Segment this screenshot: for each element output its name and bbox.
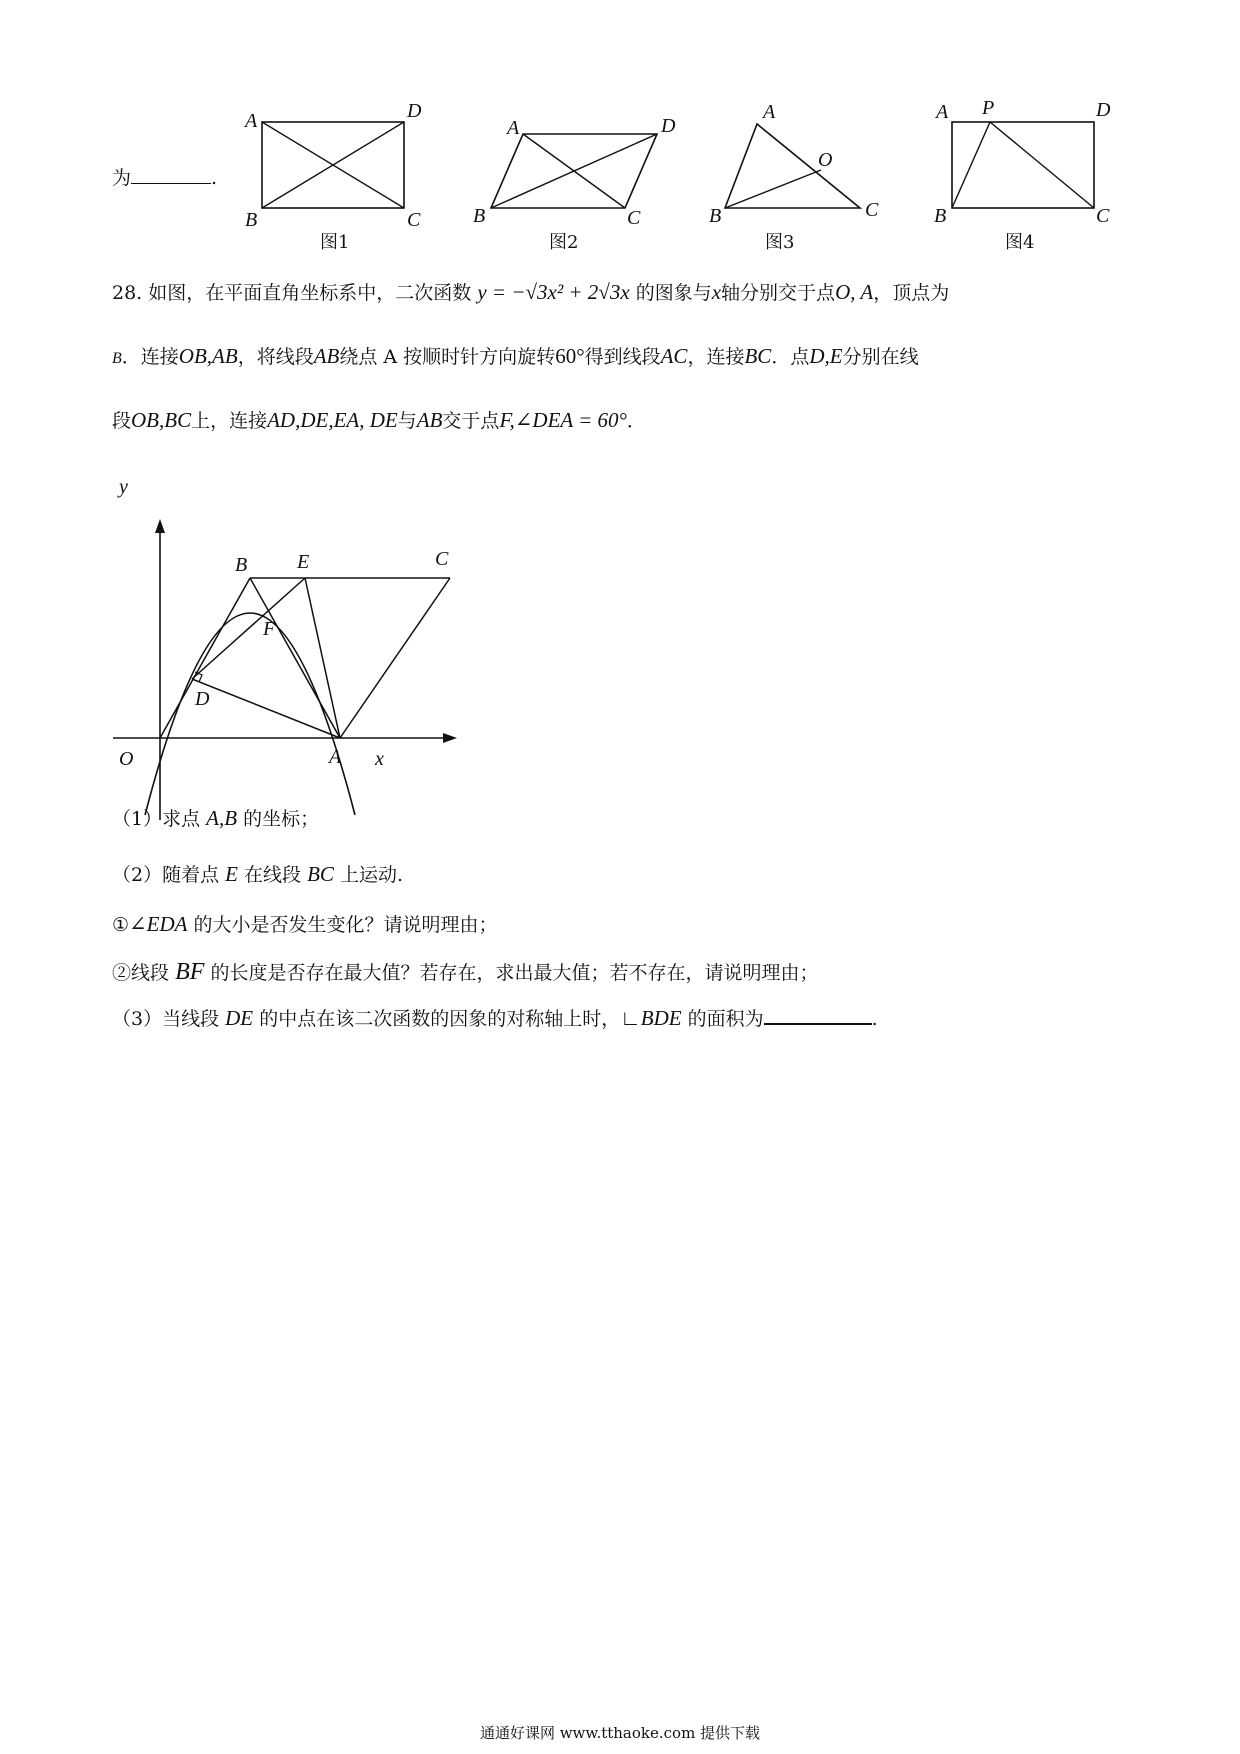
prev-tail-end: . — [211, 167, 218, 189]
q28-text: 绕点 A 按顺时针方向旋转 — [339, 346, 556, 368]
sub1-text: 的坐标； — [243, 808, 320, 830]
q28-text: 分别在线 — [842, 346, 919, 368]
fig3-caption: 图3 — [765, 232, 795, 253]
fig1-caption: 图1 — [320, 232, 350, 253]
q28-text: ．点 — [771, 346, 810, 368]
sub2-2-seg-bf: BF — [175, 959, 205, 985]
fig2-label-c: C — [627, 207, 641, 229]
q28-angle-dea: F,∠DEA = 60° — [499, 408, 627, 432]
q28-diagram — [105, 476, 465, 800]
fig3-label-o: O — [818, 149, 833, 171]
sub-question-3 — [112, 1006, 878, 1031]
fig1-label-a: A — [245, 110, 258, 132]
label-f: F — [263, 618, 276, 640]
q28-line-1 — [112, 280, 949, 305]
q28-text: ，顶点为 — [873, 282, 950, 304]
fig3-label-b: B — [709, 205, 722, 227]
sub-question-2-1 — [112, 912, 498, 937]
sub2-1-angle: ∠EDA — [129, 912, 188, 936]
segment-de — [192, 578, 305, 679]
sub-question-2-2 — [112, 960, 818, 985]
sub2-1-text: 的大小是否发生变化？请说明理由； — [193, 914, 498, 936]
fig4-label-a: A — [936, 101, 949, 123]
q28-text: 轴分别交于点 — [721, 282, 836, 304]
q28-text: 交于点 — [442, 410, 500, 432]
q28-var-x: x — [711, 280, 722, 304]
q28-line-2 — [112, 344, 919, 371]
label-x: x — [375, 748, 384, 770]
sub3-end: . — [871, 1008, 878, 1030]
label-c: C — [435, 548, 449, 570]
sub-question-1 — [112, 806, 319, 831]
sub2-2-text: 的长度是否存在最大值？若存在，求出最大值；若不存在，请说明理由； — [210, 962, 819, 984]
q28-var-b: B — [112, 350, 122, 367]
fig4-segment-pc — [990, 122, 1094, 208]
segment-ea — [305, 578, 340, 738]
q28-seg-bc: BC — [744, 344, 772, 368]
q28-points-oa: O, A — [835, 280, 874, 304]
q28-text: 与 — [397, 410, 417, 432]
label-a: A — [329, 746, 342, 768]
q28-seg-ac: AC — [660, 344, 688, 368]
sub1-text: （1）求点 — [112, 808, 201, 830]
sub-question-2 — [112, 862, 403, 887]
q28-seg-ob-bc: OB,BC — [131, 408, 192, 432]
answer-blank[interactable] — [131, 183, 211, 184]
fig4-caption: 图4 — [1005, 232, 1035, 253]
q28-text: 得到线段 — [584, 346, 661, 368]
fig3-segment-bo — [725, 170, 821, 208]
sub2-text: （2）随着点 — [112, 864, 220, 886]
sub2-text: 在线段 — [244, 864, 302, 886]
sub3-answer-blank[interactable] — [764, 1023, 872, 1025]
segment-ac — [340, 578, 450, 738]
label-b: B — [235, 554, 248, 576]
fig4-rectangle — [952, 122, 1094, 208]
sub2-2-text: ②线段 — [112, 962, 170, 984]
label-d: D — [195, 688, 210, 710]
segment-ob — [160, 578, 250, 738]
q28-seg-list: AD,DE,EA, DE — [267, 408, 398, 432]
label-y: y — [119, 476, 128, 498]
q28-formula: y = −√3x² + 2√3x — [477, 280, 630, 304]
q28-line-3 — [112, 408, 646, 433]
fig2-diagonal-bd — [491, 134, 657, 208]
q28-text: ．连接 — [121, 346, 179, 368]
sub3-text: 的面积为 — [687, 1008, 764, 1030]
page-footer: 通通好课网 www.tthaoke.com 提供下载 — [479, 1724, 761, 1742]
prev-tail-text: 为 — [112, 167, 132, 189]
fig4-label-b: B — [934, 205, 947, 227]
q28-text: ． — [626, 410, 646, 432]
x-axis-arrow — [443, 733, 457, 743]
fig1-label-c: C — [407, 209, 421, 231]
sub2-seg-bc: BC — [307, 862, 334, 886]
segment-ab — [250, 578, 340, 738]
figure-2 — [465, 98, 685, 258]
q28-points-de: D,E — [809, 344, 843, 368]
sub2-1-marker: ① — [112, 914, 130, 936]
q28-seg-ob-ab: OB,AB — [178, 344, 238, 368]
q28-angle-60: 60° — [555, 344, 585, 368]
fig4-label-c: C — [1096, 205, 1110, 227]
fig2-label-b: B — [473, 205, 486, 227]
q28-seg-ab: AB — [313, 344, 340, 368]
q28-number: 28. — [112, 282, 143, 304]
sub3-text: 的中点在该二次函数的因象的对称轴上时， — [259, 1008, 621, 1030]
fig1-label-d: D — [407, 100, 422, 122]
prev-question-tail — [112, 166, 217, 190]
fig4-segment-pb — [952, 122, 990, 208]
q28-text: ，将线段 — [237, 346, 314, 368]
q28-text: ，连接 — [687, 346, 745, 368]
fig3-triangle — [725, 124, 860, 208]
sub3-text: （3）当线段 — [112, 1008, 220, 1030]
parabola — [145, 613, 355, 815]
fig4-label-d: D — [1096, 99, 1111, 121]
sub3-triangle: ∟BDE — [620, 1006, 682, 1030]
q28-text: 的图象与 — [635, 282, 712, 304]
figure-4 — [930, 98, 1130, 258]
q28-seg-ab: AB — [416, 408, 443, 432]
fig2-caption: 图2 — [549, 232, 579, 253]
fig2-label-a: A — [507, 117, 520, 139]
segment-da — [192, 679, 340, 738]
label-e: E — [297, 551, 310, 573]
figure-1 — [235, 98, 435, 258]
label-o: O — [119, 748, 134, 770]
sub2-text: 上运动. — [339, 864, 404, 886]
fig1-label-b: B — [245, 209, 258, 231]
figure-3 — [705, 98, 885, 258]
fig4-label-p: P — [982, 97, 995, 119]
sub1-points: A,B — [206, 806, 238, 830]
sub2-point-e: E — [225, 862, 238, 886]
q28-text: 上，连接 — [191, 410, 268, 432]
fig2-label-d: D — [661, 115, 676, 137]
q28-text: 如图，在平面直角坐标系中，二次函数 — [148, 282, 472, 304]
fig3-label-a: A — [763, 101, 776, 123]
y-axis-arrow — [155, 519, 165, 533]
fig3-label-c: C — [865, 199, 879, 221]
q28-text: 段 — [112, 410, 132, 432]
sub3-seg-de: DE — [225, 1006, 254, 1030]
